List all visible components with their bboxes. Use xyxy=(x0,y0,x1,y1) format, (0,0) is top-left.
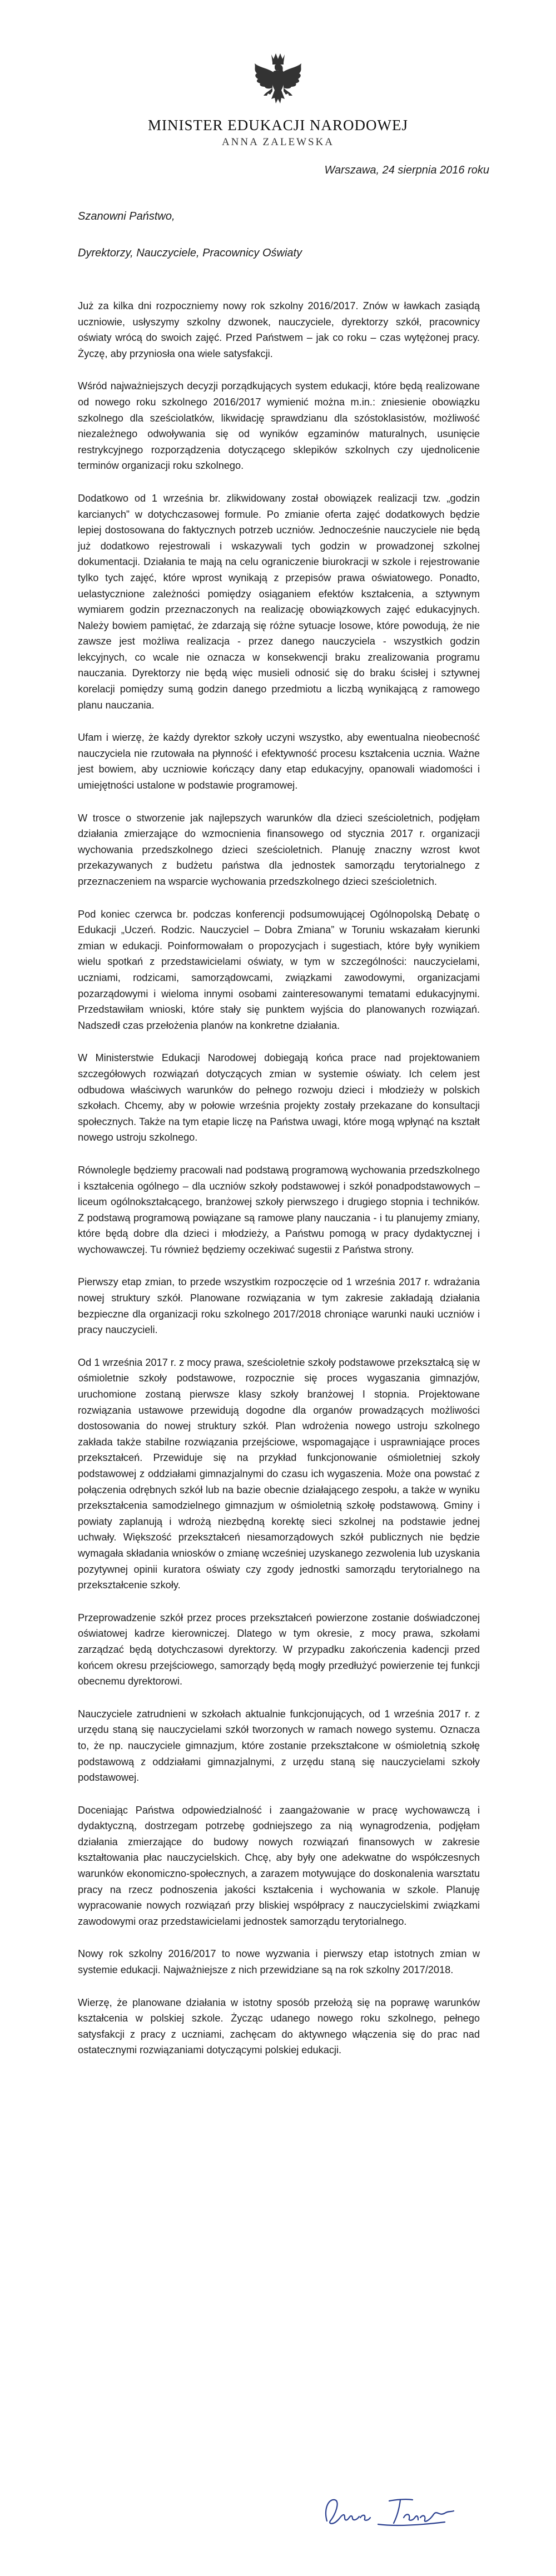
minister-name: ANNA ZALEWSKA xyxy=(221,136,335,148)
paragraph: Ufam i wierzę, że każdy dyrektor szkoły uczyni wszystko, aby ewentualna nieobecność nauczyciela nie rzutowała na płynność i efektywność procesu kształcenia ucznia. Ważne jest bowiem, aby uczniowie kończący dany etap edukacyjny, opanowali wiadomości i umiejętności ustalone w podstawie programowej. xyxy=(78,732,480,791)
paragraph: Doceniając Państwa odpowiedzialność i zaangażowanie w pracę wychowawczą i dydaktyczną, dostrzegam potrzebę godniejszego za nią wynagrodzenia, podjęłam działania zmierzające do budowy nowych rozwiązań finansowych w zakresie kształtowania płac nauczycielskich. Chcę, aby były one adekwatne do współczesnych warunków ekonomiczno-społecznych, a zarazem motywujące do doskonalenia warsztatu pracy na rzecz podnoszenia jakości kształcenia i wychowania w szkole. Planuję wypracowanie nowych rozwiązań przy bliskiej współpracy z nauczycielskimi związkami zawodowymi oraz przedstawicielami jednostek samorządu terytorialnego. xyxy=(78,1804,480,1927)
paragraph: Nowy rok szkolny 2016/2017 to nowe wyzwania i pierwszy etap istotnych zmian w systemie edukacji. Najważniejsze z nich przewidziane są na rok szkolny 2017/2018. xyxy=(78,1948,480,1976)
paragraph: W trosce o stworzenie jak najlepszych warunków dla dzieci sześcioletnich, podjęłam działania zmierzające do wzmocnienia finansowego od stycznia 2017 r. organizacji wychowania przedszkolnego dzieci sześcioletnich. Planuję znaczny wzrost kwot przekazywanych z budżetu państwa dla jednostek samorządu terytorialnego z przeznaczeniem na wsparcie wychowania przedszkolnego dzieci sześcioletnich. xyxy=(78,812,480,887)
paragraph: Pierwszy etap zmian, to przede wszystkim rozpoczęcie od 1 września 2017 r. wdrażania nowej struktury szkół. Planowane rozwiązania w tym zakresie zakładają działania bezpieczne dla organizacji roku szkolnego 2017/2018 chroniące warunki nauki uczniów i pracy nauczycieli. xyxy=(78,1276,480,1336)
ministry-title: MINISTER EDUKACJI NARODOWEJ xyxy=(148,117,408,133)
paragraph: Nauczyciele zatrudnieni w szkołach aktualnie funkcjonujących, od 1 września 2017 r. z urzędu staną się nauczycielami szkół tworzonych w ramach nowego systemu. Oznacza to, że np. nauczyciele gimnazjum, które zostanie przekształcone w ośmioletnią szkołę podstawową z oddziałami gimnazjalnymi, z urzędu staną się nauczycielami szkoły podstawowej. xyxy=(78,1708,480,1784)
paragraph: Od 1 września 2017 r. z mocy prawa, sześcioletnie szkoły podstawowe przekształcą się w ośmioletnie szkoły podstawowe, rozpocznie się proces wygaszania gimnazjów, uruchomione zostaną pierwsze klasy szkoły branżowej I stopnia. Projektowane rozwiązania ustawowe przewidują dogodne dla organów prowadzących możliwości dostosowania do nowej struktury szkół. Plan wdrożenia nowego ustroju szkolnego zakłada także stabilne rozwiązania przejściowe, wspomagające i usprawniające proces przekształceń. Przewiduje się na przykład funkcjonowanie ośmioletniej szkoły podstawowej z oddziałami gimnazjalnymi do czasu ich wygaszenia. Może ona powstać z połączenia odrębnych szkół lub na bazie obecnie działającego zespołu, a także w wyniku przekształcenia samodzielnego gimnazjum w ośmioletnią szkołę podstawową. Gminy i powiaty zaplanują i wdrożą niezbędną korektę sieci szkolnej na podstawie jednej uchwały. Większość przekształceń niesamorządowych szkół publicznych nie będzie wymagała składania wniosków o zmianę wcześniej uzyskanego zezwolenia lub uzyskania pozytywnej opinii kuratora oświaty czy zgody jednostki samorządu terytorialnego na przekształcenie szkoły. xyxy=(78,1356,480,1591)
letterhead xyxy=(0,51,556,148)
paragraph: Równolegle będziemy pracowali nad podstawą programową wychowania przedszkolnego i kształcenia ogólnego – dla uczniów szkoły podstawowej i szkół ponadpodstawowych – liceum ogólnokształcącego, branżowej szkoły pierwszego i drugiego stopnia i techników. Z podstawą programową powiązane są ramowe plany nauczania - i tu planujemy zmiany, które będą dobre dla dzieci i młodzieży, a Państwu pomogą w pracy dydaktycznej i wychowawczej. Tu również będziemy oczekiwać sugestii z Państwa strony. xyxy=(78,1164,480,1255)
addressees: Dyrektorzy, Nauczyciele, Pracownicy Oświaty xyxy=(78,247,302,259)
paragraph: W Ministerstwie Edukacji Narodowej dobiegają końca prace nad projektowaniem szczegółowych rozwiązań dotyczących zmian w systemie oświaty. Ich celem jest odbudowa właściwych warunków do pełnego rozwoju dzieci i młodzieży w polskich szkołach. Chcemy, aby w połowie września projekty zostały przekazane do konsultacji społecznych. Także na tym etapie liczę na Państwa uwagi, które mogą wpłynąć na kształt nowego ustroju szkolnego. xyxy=(78,1052,480,1143)
paragraph: Wśród najważniejszych decyzji porządkujących system edukacji, które będą realizowane od nowego roku szkolnego 2016/2017 wymienić można m.in.: zniesienie obowiązku szkolnego dla sześciolatków, likwidację sprawdzianu dla szóstoklasistów, możliwość niezależnego odwoływania się od wyników egzaminów maturalnych, usunięcie restrykcyjnego rozporządzenia dotyczącego sklepików szkolnych czy ujednolicenie terminów organizacji roku szkolnego. xyxy=(78,380,480,472)
letter-date: Warszawa, 24 sierpnia 2016 roku xyxy=(324,164,489,176)
paragraph: Wierzę, że planowane działania w istotny sposób przełożą się na poprawę warunków kształcenia w polskiej szkole. Życząc udanego nowego roku szkolnego, pełnego satysfakcji z pracy z uczniami, zachęcam do aktywnego włączenia się do prac nad ostatecznymi rozwiązaniami dotyczącymi polskiej edukacji. xyxy=(78,1997,480,2056)
paragraph: Dodatkowo od 1 września br. zlikwidowany został obowiązek realizacji tzw. „godzin karcianych” w dotychczasowej formule. Po zmianie oferta zajęć dodatkowych będzie lepiej dostosowana do faktycznych potrzeb uczniów. Jednocześnie nauczyciele nie będą już dodatkowo rejestrowali i wskazywali tych godzin w prowadzonej szkolnej dokumentacji. Działania te mają na celu ograniczenie biurokracji w szkole i rejestrowanie tylko tych zajęć, które wprost wynikają z przepisów prawa oświatowego. Ponadto, uelastycznione zależności pomiędzy osiąganiem efektów kształcenia, a sztywnym wymiarem godzin przeznaczonych na realizację obowiązkowych zajęć edukacyjnych. Należy bowiem pamiętać, że zdarzają się różne sytuacje losowe, które powodują, że nie zawsze jest możliwa realizacja - przez danego nauczyciela - wszystkich godzin lekcyjnych, co wcale nie oznacza w konsekwencji braku zrealizowania programu nauczania. Dyrektorzy nie będą więc musieli odnosić się do braku ścisłej i sztywnej korelacji pomiędzy sumą godzin danego przedmiotu a liczbą wynikającą z ramowego planu nauczania. xyxy=(78,492,480,711)
paragraph: Pod koniec czerwca br. podczas konferencji podsumowującej Ogólnopolską Debatę o Edukacji „Uczeń. Rodzic. Nauczyciel – Dobra Zmiana” w Toruniu wskazałam kierunki zmian w edukacji. Poinformowałam o propozycjach i sugestiach, które były wynikiem wielu spotkań z przedstawicielami oświaty, w tym w szczególności: nauczycielami, uczniami, rodzicami, samorządowcami, związkami zawodowymi, organizacjami pozarządowymi i wieloma innymi osobami zainteresowanymi tematami edukacyjnymi. Przedstawiłam wnioski, które stały się punktem wyjścia do planowanych rozwiązań. Nadszedł czas przełożenia planów na konkretne działania. xyxy=(78,908,480,1031)
letter-body xyxy=(78,298,480,2075)
salutation: Szanowni Państwo, xyxy=(78,210,175,222)
polish-eagle-emblem-icon xyxy=(250,51,306,113)
paragraph: Już za kilka dni rozpoczniemy nowy rok szkolny 2016/2017. Znów w ławkach zasiądą uczniowie, usłyszymy szkolny dzwonek, nauczyciele, dyrektorzy szkół, pracownicy oświaty wrócą do swoich zajęć. Przed Państwem – jak co roku – czas wytężonej pracy. Życzę, aby przyniosła ona wiele satysfakcji. xyxy=(78,300,480,359)
paragraph: Przeprowadzenie szkół przez proces przekształceń powierzone zostanie doświadczonej oświatowej kadrze kierowniczej. Dlatego w tym okresie, z mocy prawa, szkołami zarządzać będą dotychczasowi dyrektorzy. W przypadku zakończenia kadencji przed końcem okresu przejściowego, samorządy będą mogły przedłużyć powierzenie tej funkcji obecnemu dyrektorowi. xyxy=(78,1612,480,1687)
handwritten-signature-icon xyxy=(311,2489,461,2533)
